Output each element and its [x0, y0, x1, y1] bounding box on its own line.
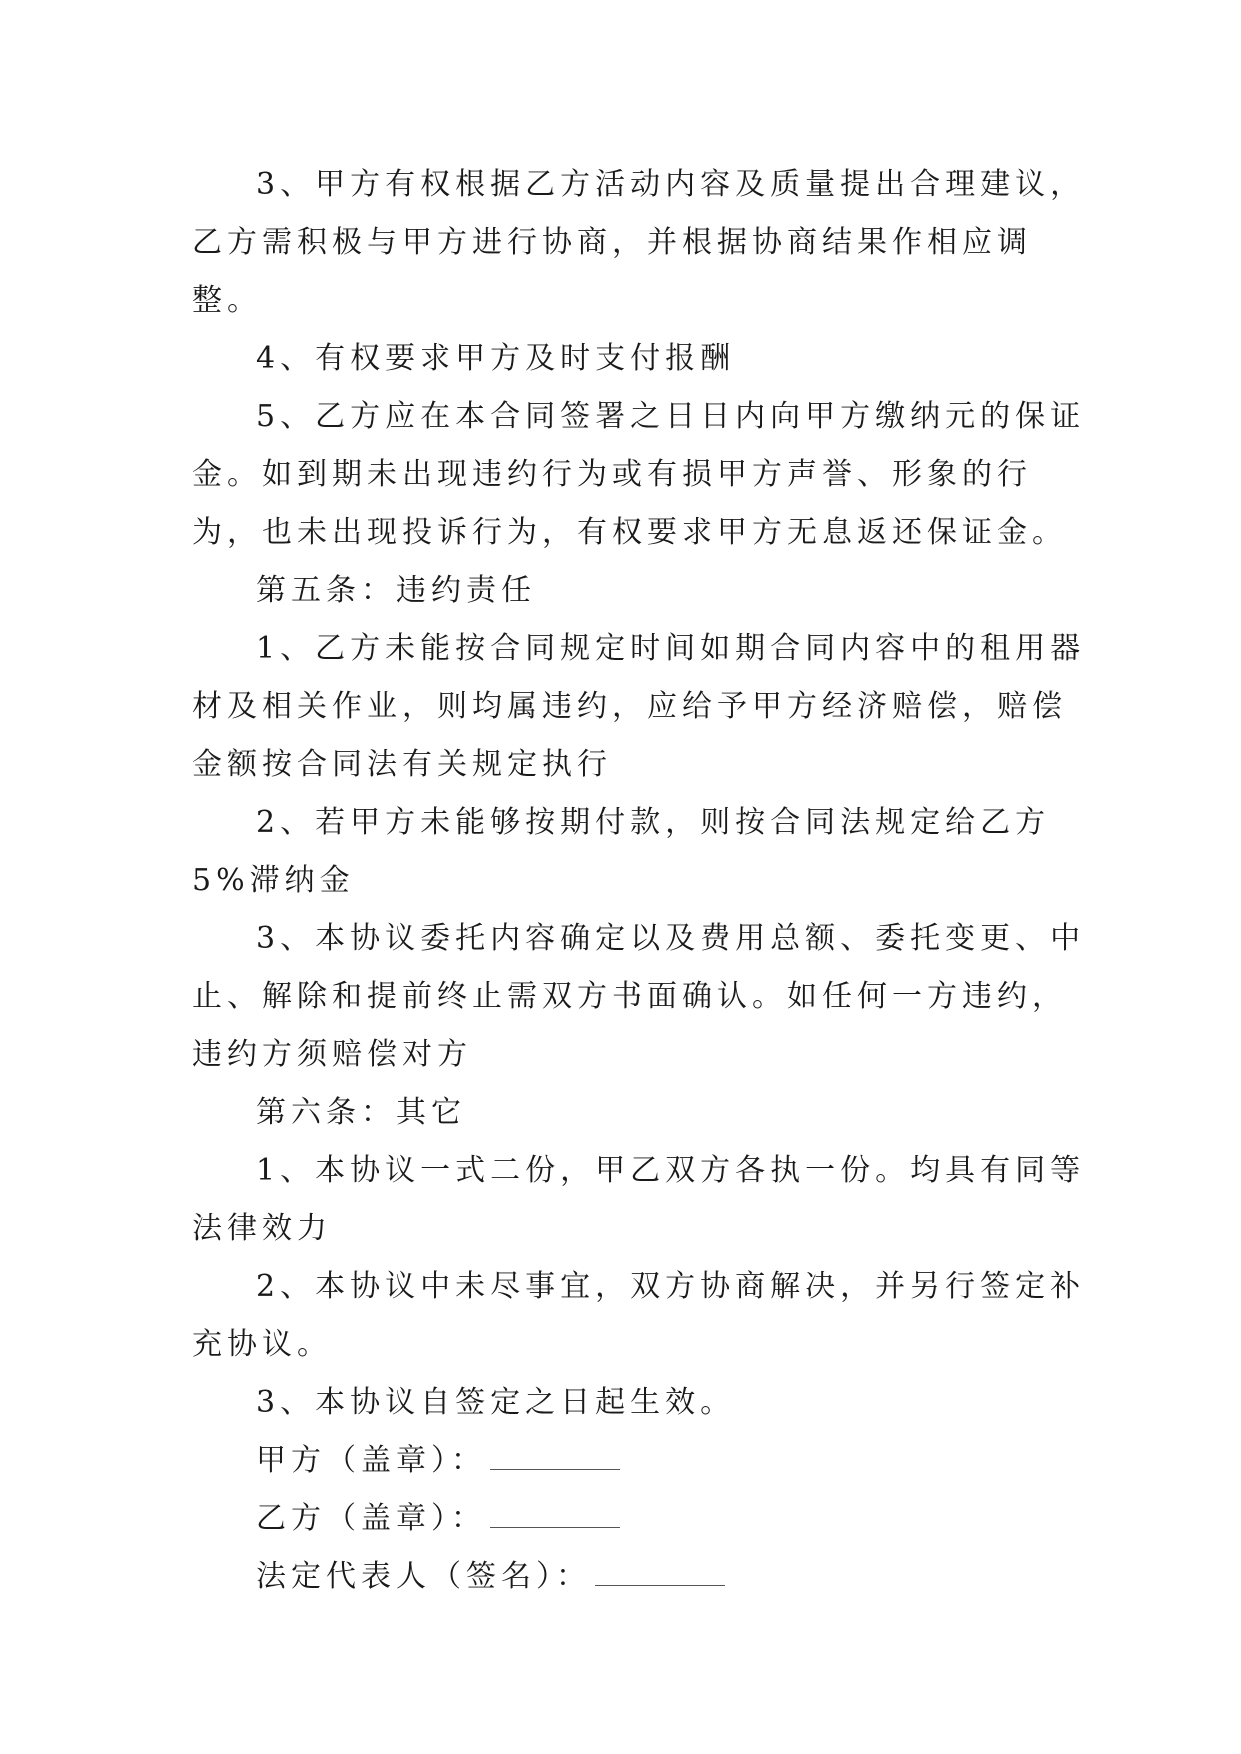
signature-blank [490, 1445, 620, 1470]
signature-blank [595, 1561, 725, 1586]
signature-label: 甲方（盖章）： [256, 1443, 486, 1478]
clause-paragraph: 3、本协议委托内容确定以及费用总额、委托变更、中止、解除和提前终止需双方书面确认。如任何一方违约，违约方须赔偿对方 [192, 921, 1086, 1072]
signature-label: 法定代表人（签名）： [256, 1559, 591, 1594]
clause-paragraph: 4、有权要求甲方及时支付报酬 [256, 341, 736, 376]
signature-label: 乙方（盖章）： [256, 1501, 486, 1536]
signature-blank [490, 1503, 620, 1528]
signature-line-legal-rep [192, 1548, 1092, 1606]
clause-paragraph: 3、本协议自签定之日起生效。 [256, 1385, 736, 1420]
signature-line-party-a [192, 1432, 1092, 1490]
clause-paragraph: 1、乙方未能按合同规定时间如期合同内容中的租用器材及相关作业，则均属违约，应给予甲方经济赔偿，赔偿金额按合同法有关规定执行 [192, 631, 1086, 782]
clause-paragraph: 2、若甲方未能够按期付款，则按合同法规定给乙方5%滞纳金 [192, 805, 1051, 898]
section-heading: 第五条：违约责任 [256, 573, 536, 608]
clause-paragraph: 1、本协议一式二份，甲乙双方各执一份。均具有同等法律效力 [192, 1153, 1086, 1246]
document-body [192, 156, 1092, 1606]
section-heading: 第六条：其它 [256, 1095, 466, 1130]
clause-paragraph: 2、本协议中未尽事宜，双方协商解决，并另行签定补充协议。 [192, 1269, 1086, 1362]
clause-paragraph: 3、甲方有权根据乙方活动内容及质量提出合理建议，乙方需积极与甲方进行协商，并根据协商结果作相应调整。 [192, 167, 1086, 318]
clause-paragraph: 5、乙方应在本合同签署之日日内向甲方缴纳元的保证金。如到期未出现违约行为或有损甲方声誉、形象的行为，也未出现投诉行为，有权要求甲方无息返还保证金。 [192, 399, 1086, 550]
signature-line-party-b [192, 1490, 1092, 1548]
